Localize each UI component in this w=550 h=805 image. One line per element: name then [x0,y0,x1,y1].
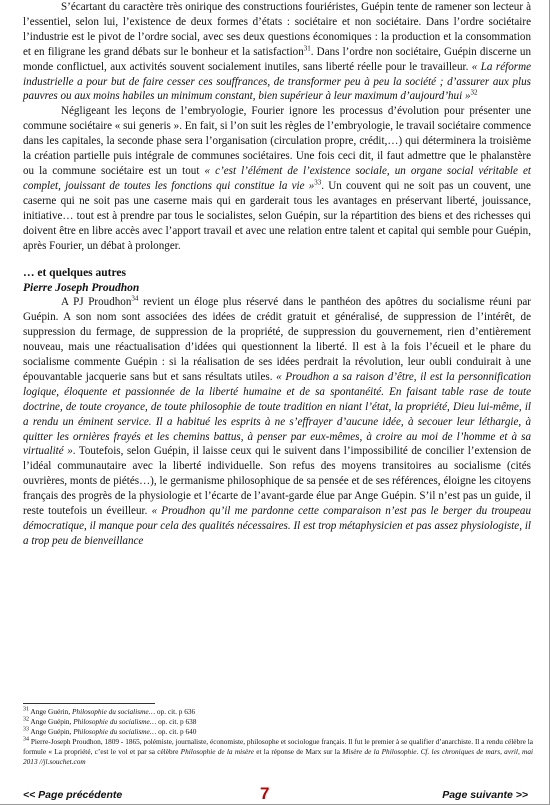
p1-quote: « La réforme industrielle a pour but de faire cesser ces souffrances, de transformer peu à peu la société ; d’assurer aux plus pauvres ou aux moins habiles un minimum constant, bien supérieur à leur maximum d’aujourd’hui » [23,60,532,103]
p1-text-a: S’écartant du caractère très onirique des constructions fouriéristes, Guépin tente de ramener son lecteur à l’essentiel, selon lui, l’existence de deux formes d’états : sociétaire et non sociétaire. Dans l’ordre sociétaire l’industrie est le pivot de l’ordre social, avec ses deux questions économiques : la production et la consommation et en filigrane les grand débats sur le bonheur et la satisfaction [23,1,531,58]
footnote-31: $^{31}$ Ange Guérin, Philosophie du socialisme… op. cit. p 636 [23,706,196,716]
previous-page-link[interactable]: << Page précédente [23,789,123,801]
p3-quote-1: « Proudhon a sa raison d’être, il est la personnification logique, éloquente et passionnée de la liberté humaine et de sa spontanéité. En faisant table rase de toute doctrine, de toute croyance, de toute philosophie de toute tradition en niant l’état, la propriété, Dieu lui-même, il a rendu un éminent service. Il a habitué les esprits à ne s’effrayer d’aucune idée, à secouer leur léthargie, à quitter les ornières frayés et les chemins battus, à penser par eux-mêmes, à croire au moi de l’homme et à sa virtualité » [23,370,531,458]
paragraph-3 [23,295,531,548]
page-navigation [0,785,550,805]
p2-text-a: Négligeant les leçons de l’embryologie, Fourier ignore les processus d’évolution pour présenter une commune sociétaire « sui generis ». En fait, si l’on suit les règles de l’embryologie, le travail sociétaire commence dans les capitales, la seconde phase sera l’organisation (circulation propre, crédit,…) qui déterminera la troisième la création partielle puis intégrale de communes sociétaires. Une fois ceci dit, il faut admettre que le phalanstère ou la commune sociétaire est un tout [23,105,531,177]
p3-text-c: . Toutefois, selon Guépin, il laisse ceux qui le suivent dans l’impossibilité de concilier l’extension de l’idéal communautaire avec la liberté individuelle. Son refus des moyens transitoires au socialisme (cités ouvrières, monts de piétés…), le germanisme philosophique de sa pensée et de ses références, éloigne les citoyens français des progrès de la physiologie et l’écarte de l’avant-garde élue par Ange Guépin. S’il n’est pas un guide, il reste toutefois un éveilleur. [23,445,531,518]
footnote-ref-34[interactable]: 34 [131,294,139,303]
p2-text-b: . Un couvent qui ne soit pas un couvent, une caserne qui ne soit pas une caserne mais qui en garderait tous les avantages en préservant liberté, jouissance, initiative… tout est à prendre par tous le socialistes, selon Guépin, sur la répartition des biens et des richesses qui doivent être en libre accès avec l’apport travail et avec une relation entre talent et capital qui semble pour Guépin, après Fourier, un débat à prolonger. [23,179,531,252]
footnote-34: $^{34}$ Pierre-Joseph Proudhon, 1809 - 1865, polémiste, journaliste, économiste, philosophe et sociologue français. Il fut le premier à se qualifier d’anarchiste. Il a rendu célèbre la formule « La propriété, c’est le vol et par sa célèbre Philosophie de la misère et la réponse de Marx sur la Misère de la Philosophie. Cf. les chroniques de mars, avril, mai 2013 //jl.souchet.com [23,736,533,766]
footnotes [23,707,533,767]
section-title: … et quelques autres [23,267,126,280]
footnote-33: $^{33}$ Ange Guépin, Philosophie du socialisme… op. cit. p 640 [23,726,197,736]
footnote-ref-33[interactable]: 33 [314,178,322,187]
main-text [23,0,531,549]
p3-quote-2: « Proudhon qu’il me pardonne cette comparaison n’est pas le berger du troupeau démocratique, il manque pour cela des qualités nécessaires. Il est trop métaphysicien et pas assez physiologiste, il a trop peu de bienveillance [23,505,532,547]
paragraph-2 [23,104,531,253]
section-subtitle: Pierre Joseph Proudhon [23,281,140,294]
p3-text-a: A PJ Proudhon [61,296,132,309]
p3-text-b: revient un éloge plus réservé dans le panthéon des apôtres du socialisme réuni par Guépin. A son nom sont associées des idées de crédit gratuit et généralisé, de suppression de l’intérêt, de suppression du fermage, de suppression de la propriété, de suppression du gouvernement, rien d’entièrement nouveau, mais une réactualisation d’idées qui questionnent la liberté. Il est à la fois l’écueil et le phare du socialisme commente Guépin : si la réalisation de ses idées perdrait la révolution, leur oubli conduirait à une épouvantable jacquerie sans but et sans résultats utiles. [23,296,531,383]
spacer [23,253,531,266]
page-number: 7 [260,784,270,803]
paragraph-1 [23,0,531,104]
footnote-separator [23,703,155,704]
footnote-ref-31[interactable]: 31 [303,44,311,53]
footnote-32: $^{32}$ Ange Guépin, Philosophie du socialisme… op. cit. p 638 [23,716,197,726]
footnote-ref-32[interactable]: 32 [470,88,478,97]
p2-quote: « c’est l’élément de l’existence sociale, un organe social véritable et complet, jouissant de toutes les fonctions qui constitue la vie » [23,164,531,192]
p1-text-b: . Dans l’ordre non sociétaire, Guépin discerne un monde conflictuel, aux activités souvent socialement inutiles, sans liberté réelle pour le travailleur. [23,45,532,73]
next-page-link[interactable]: Page suivante >> [442,789,528,801]
